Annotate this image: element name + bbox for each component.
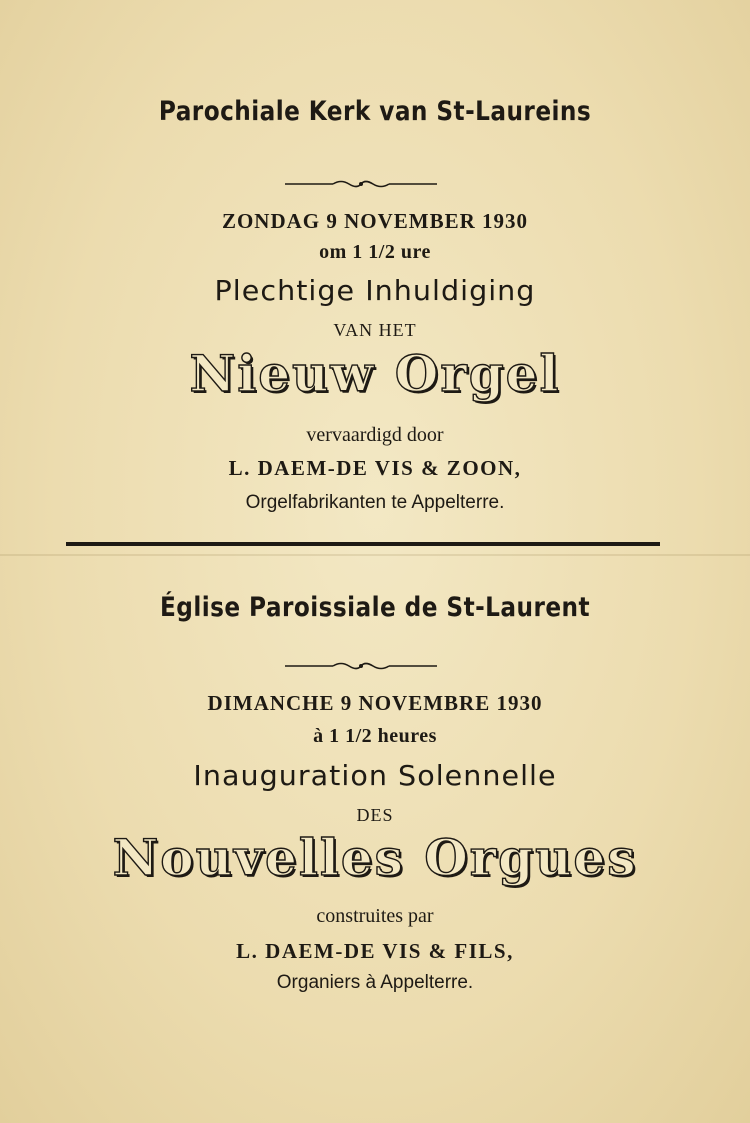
dutch-title: Nieuw Orgel xyxy=(189,344,561,403)
french-time: à 1 1/2 heures xyxy=(313,725,437,747)
french-made-by: construites par xyxy=(316,905,434,927)
french-title: Nouvelles Orgues xyxy=(112,828,638,887)
french-place: Organiers à Appelterre. xyxy=(276,972,474,993)
dutch-made-by: vervaardigd door xyxy=(306,424,444,446)
ornament-divider-icon xyxy=(285,179,437,189)
dutch-time: om 1 1/2 ure xyxy=(319,241,431,263)
french-heading: Église Paroissiale de St-Laurent xyxy=(159,592,591,623)
french-des: DES xyxy=(356,805,394,825)
dutch-place: Orgelfabrikanten te Appelterre. xyxy=(245,492,505,513)
ornament-divider-icon xyxy=(285,661,437,671)
dutch-heading: Parochiale Kerk van St-Laureins xyxy=(158,96,592,127)
french-maker: L. DAEM-DE VIS & FILS, xyxy=(236,939,514,963)
dutch-maker: L. DAEM-DE VIS & ZOON, xyxy=(228,456,522,480)
french-date: DIMANCHE 9 NOVEMBRE 1930 xyxy=(207,691,543,715)
french-ceremony: Inauguration Solennelle xyxy=(193,759,557,792)
section-divider xyxy=(66,542,660,546)
paper-fold xyxy=(0,554,750,556)
dutch-van-het: VAN HET xyxy=(333,320,417,340)
dutch-date: ZONDAG 9 NOVEMBER 1930 xyxy=(221,209,529,233)
dutch-ceremony: Plechtige Inhuldiging xyxy=(214,274,536,307)
